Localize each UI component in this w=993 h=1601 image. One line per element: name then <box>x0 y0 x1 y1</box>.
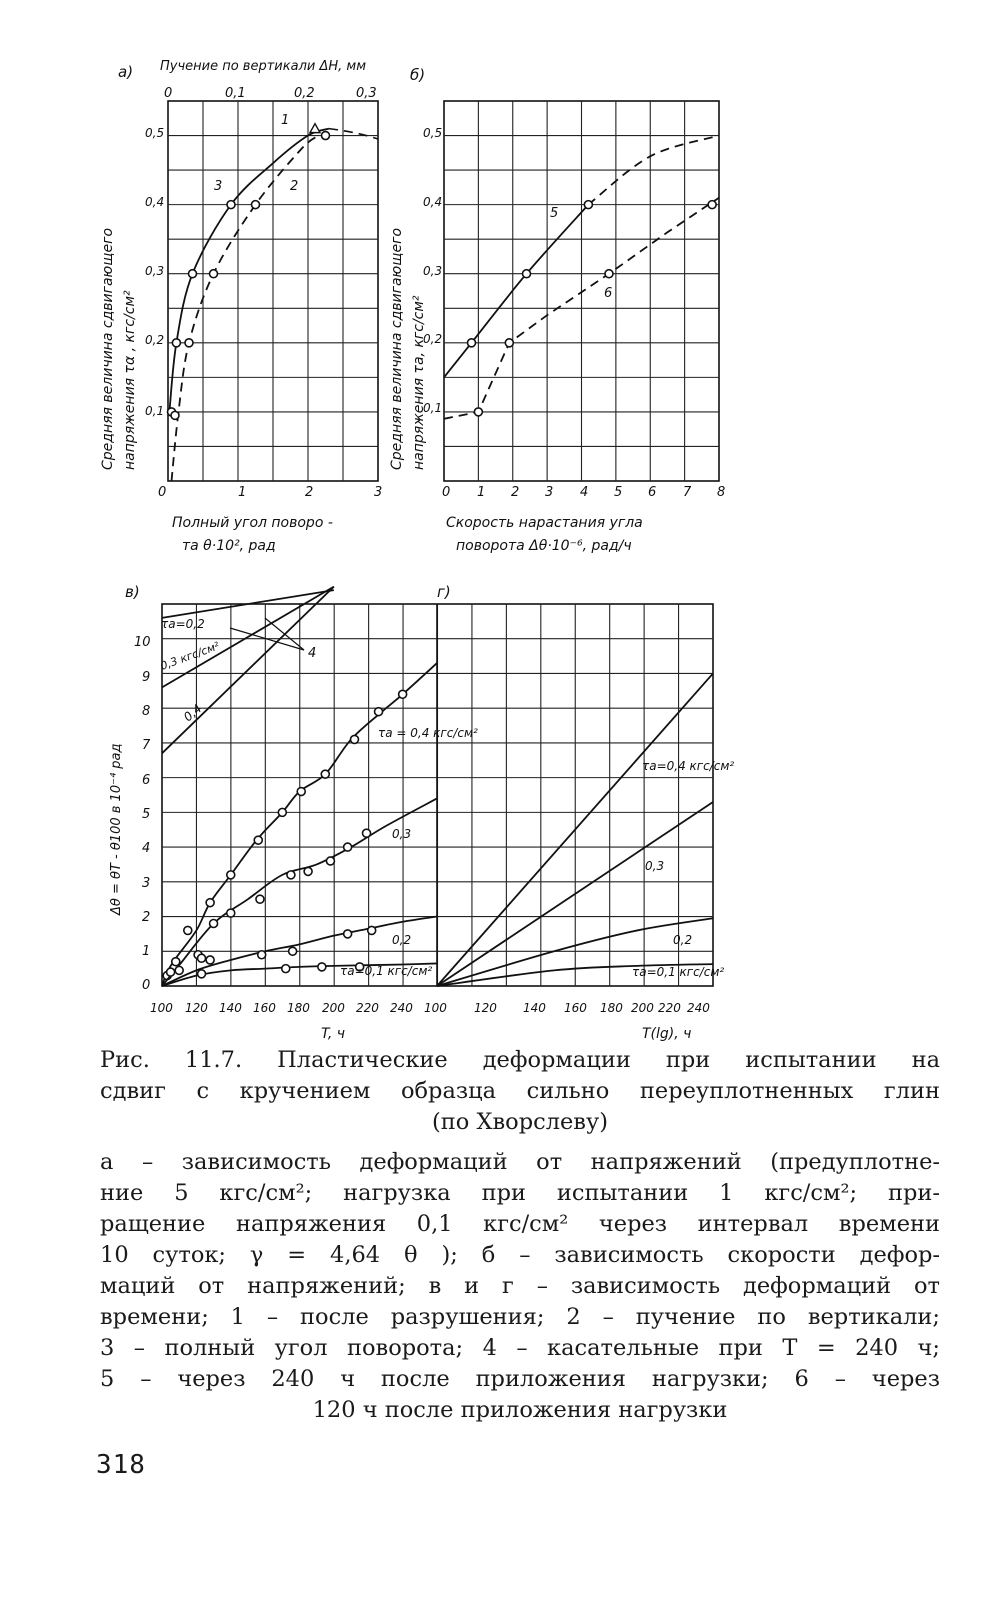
panel-v-series-1-marker <box>363 829 371 837</box>
panel-v-tangent-4 <box>162 587 334 754</box>
panel-v-xlabel: T, ч <box>321 1026 346 1042</box>
panel-v-y-tick-2: 2 <box>142 910 151 925</box>
panel-b-y-tick-4: 0,4 <box>423 195 443 209</box>
panel-v-series-1-marker <box>210 919 218 927</box>
panel-v-series-1-marker <box>304 867 312 875</box>
panel-v-x-tick-7: 240 <box>390 1001 413 1015</box>
panel-v-series-0-marker <box>375 708 383 716</box>
panel-a-series-3-marker <box>172 339 180 347</box>
panel-v-tangent-4 <box>162 587 334 688</box>
panel-v-series-3-marker <box>282 965 290 973</box>
panel-b-x-tick-1: 1 <box>477 485 486 500</box>
panel-b-series-5-marker <box>584 201 592 209</box>
panel-v-series-0-marker <box>172 958 180 966</box>
panel-a-series-2-marker <box>171 411 179 419</box>
panel-v-series-0-marker <box>321 770 329 778</box>
panel-b-x-tick-6: 6 <box>648 485 657 500</box>
panel-b-series-6-marker <box>474 408 482 416</box>
panel-letter-v: в) <box>125 583 140 601</box>
panel-a-xlabel-2: та θ·10², рад <box>182 538 276 554</box>
panel-b-series-5 <box>444 205 588 378</box>
panel-v-y-tick-9: 9 <box>142 670 151 685</box>
panel-b-x-tick-0: 0 <box>442 485 451 500</box>
panel-g-x-tick-5: 220 <box>658 1001 681 1015</box>
panel-v-y-tick-4: 4 <box>142 841 151 856</box>
panel-a-ylabel-2: напряжения τα , кгс/см² <box>122 290 138 470</box>
panel-v-series-1-marker <box>287 871 295 879</box>
panel-v-y-tick-5: 5 <box>142 807 151 822</box>
panel-v-series-0-marker <box>297 788 305 796</box>
panel-b-x-ticks <box>442 485 725 500</box>
panel-g-x-tick-3: 180 <box>600 1001 623 1015</box>
panel-v-series-2-marker <box>175 966 183 974</box>
panel-a-y-tick-3: 0,3 <box>145 264 165 278</box>
caption-body-line: ращение напряжения 0,1 кгс/см² через интервал времени <box>100 1211 940 1237</box>
caption-title-line-2: сдвиг с кручением образца сильно переуплотненных глин <box>100 1078 940 1104</box>
panel-g-x-tick-0: 120 <box>474 1001 497 1015</box>
figure-caption-title <box>100 1045 940 1138</box>
panel-a-series-1-marker <box>310 124 320 133</box>
panel-v-series-1-marker <box>198 954 206 962</box>
panel-a-xlabel-1: Полный угол поворо - <box>172 515 333 531</box>
panel-v-x-tick-4: 180 <box>287 1001 310 1015</box>
panel-letter-b: б) <box>410 66 426 84</box>
panel-b-series-5-marker <box>468 339 476 347</box>
panel-a-x-tick-3: 3 <box>374 485 383 500</box>
panel-v-y-tick-3: 3 <box>142 876 151 891</box>
panel-v-label-02: 0,2 <box>392 933 412 947</box>
panel-a-top-tick-1: 0,1 <box>225 86 246 101</box>
panel-b-series-6-marker <box>605 270 613 278</box>
panel-g-x-ticks <box>474 1001 710 1015</box>
panel-v-x-tick-0: 100 <box>150 1001 173 1015</box>
panel-v-g <box>109 587 734 1042</box>
panel-a-y-tick-5: 0,5 <box>145 126 165 140</box>
caption-body-line: ние 5 кгс/см²; нагрузка при испытании 1 кгс/см²; при- <box>100 1180 940 1206</box>
panel-v-x-tick-2: 140 <box>219 1001 242 1015</box>
panel-b-y-tick-3: 0,3 <box>423 264 443 278</box>
panel-a-x-tick-1: 1 <box>238 485 247 500</box>
panel-b-y-tick-5: 0,5 <box>423 126 443 140</box>
panel-a-top-axis-label: Пучение по вертикали ΔH, мм <box>160 59 367 74</box>
caption-body-line: 10 суток; γ = 4,64 θ ); б – зависимость скорости дефор- <box>100 1242 940 1268</box>
panel-a-series-3-marker <box>189 270 197 278</box>
panel-a-top-tick-2: 0,2 <box>294 86 315 101</box>
panel-g-x-tick-1: 140 <box>523 1001 546 1015</box>
panel-b-grid <box>444 101 719 481</box>
panel-a-series-2-marker <box>252 201 260 209</box>
panel-g-xlabel: T(lg), ч <box>642 1026 692 1042</box>
panel-g-x-tick-2: 160 <box>564 1001 587 1015</box>
panel-b-x-tick-2: 2 <box>511 485 520 500</box>
panel-a-top-tick-3: 0,3 <box>356 86 377 101</box>
panel-v-series-1-marker <box>227 909 235 917</box>
panel-v-series-2-marker <box>206 956 214 964</box>
panel-a-series-2-marker <box>185 339 193 347</box>
panel-v-y-tick-1: 1 <box>142 944 151 959</box>
panel-v-x-tick-1: 120 <box>185 1001 208 1015</box>
panel-v-x-tick-6: 220 <box>356 1001 379 1015</box>
panel-a-series-1-marker <box>322 132 330 140</box>
panel-v-series-0-marker <box>278 808 286 816</box>
caption-body-line: времени; 1 – после разрушения; 2 – пучение по вертикали; <box>100 1304 940 1330</box>
panel-v-series-1-marker <box>256 895 264 903</box>
panel-b-ylabel-1: Средняя величина сдвигающего <box>389 227 405 470</box>
panel-v-y-tick-6: 6 <box>142 773 151 788</box>
panel-v-y-ticks <box>134 635 151 993</box>
panel-a-series-3-tail <box>329 129 378 139</box>
caption-title-line-3: (по Хворслеву) <box>431 1109 608 1135</box>
panel-v-g-grid <box>162 604 713 986</box>
panel-v-label-tau01: τa=0,1 кгс/см² <box>340 964 433 978</box>
panel-b-x-tick-8: 8 <box>717 485 726 500</box>
panel-g-x-tick-6: 240 <box>687 1001 710 1015</box>
panel-a-ylabel-1: Средняя величина сдвигающего <box>100 227 116 470</box>
panel-v-series-0-marker <box>254 836 262 844</box>
panel-a-y-tick-1: 0,1 <box>145 404 165 418</box>
caption-body-line: 3 – полный угол поворота; 4 – касательные при T = 240 ч; <box>100 1335 940 1361</box>
panel-v-series-0-marker <box>351 735 359 743</box>
panel-g-label-tau04: τa=0,4 кгс/см² <box>642 759 735 773</box>
panel-v-series-1-marker <box>167 968 175 976</box>
panel-b-series-5-marker <box>523 270 531 278</box>
caption-body-line: а – зависимость деформаций от напряжений (предуплотне- <box>100 1149 940 1175</box>
panel-v-series-3-marker <box>318 963 326 971</box>
panel-v-x-tick-3: 160 <box>253 1001 276 1015</box>
panel-a-curve-label-2: 2 <box>290 179 299 194</box>
panel-g-label-tau01: τa=0,1 кгс/см² <box>632 965 725 979</box>
caption-title-line-1: Рис. 11.7. Пластические деформации при испытании на <box>100 1047 940 1073</box>
panel-g-label-02: 0,2 <box>673 933 693 947</box>
page-number: 318 <box>96 1450 146 1480</box>
panel-v-label-4-leader <box>265 618 304 650</box>
panel-v-x-tick-8: 100 <box>424 1001 447 1015</box>
panel-a-curve-label-3: 3 <box>214 179 223 194</box>
panel-v-x-ticks <box>150 1001 447 1015</box>
panel-a-x-tick-0: 0 <box>158 485 167 500</box>
panel-v-series-3-marker <box>198 970 206 978</box>
panel-v-series-2-marker <box>344 930 352 938</box>
panel-b-x-tick-3: 3 <box>545 485 554 500</box>
panel-v-ylabel: Δθ = θT - θ100 в 10⁻⁴ рад <box>109 743 124 915</box>
panel-a-y-tick-4: 0,4 <box>145 195 165 209</box>
panel-b-y-tick-2: 0,2 <box>423 332 443 346</box>
figure-caption-body <box>100 1147 940 1426</box>
panel-b <box>389 101 725 554</box>
panel-g-x-tick-4: 200 <box>631 1001 654 1015</box>
panel-v-y-tick-0: 0 <box>142 978 151 993</box>
panel-b-ylabel-2: напряжения τa, кгс/см² <box>411 295 427 470</box>
panel-a-x-tick-2: 2 <box>305 485 314 500</box>
panel-v-series-0-marker <box>227 871 235 879</box>
panel-v-series-2-marker <box>258 951 266 959</box>
panel-v-series-0-marker <box>184 926 192 934</box>
panel-b-xlabel-1: Скорость нарастания угла <box>446 515 643 531</box>
panel-v-series-0-marker <box>206 899 214 907</box>
panel-letter-g: г) <box>437 583 451 601</box>
panel-v-series-0-marker <box>399 690 407 698</box>
panel-b-x-tick-5: 5 <box>614 485 623 500</box>
caption-body-line: маций от напряжений; в и г – зависимость деформаций от <box>100 1273 940 1299</box>
panel-v-y-tick-7: 7 <box>142 738 151 753</box>
panel-b-x-tick-4: 4 <box>580 485 589 500</box>
panel-v-series-1-marker <box>326 857 334 865</box>
panel-v-y-tick-8: 8 <box>142 704 151 719</box>
panel-v-label-tau04: τa = 0,4 кгс/см² <box>378 726 478 740</box>
panel-b-curve-label-5: 5 <box>550 206 559 221</box>
panel-b-curve-label-6: 6 <box>604 286 613 301</box>
panel-letter-a: а) <box>118 63 134 81</box>
panel-a-series-3-marker <box>227 201 235 209</box>
panel-v-y-tick-10: 10 <box>134 635 151 650</box>
caption-body-line: 5 – через 240 ч после приложения нагрузки; 6 – через <box>100 1366 940 1392</box>
panel-b-y-tick-1: 0,1 <box>423 401 443 415</box>
panel-v-series-2-marker <box>368 926 376 934</box>
panel-v-label-03b: 0,3 <box>392 827 412 841</box>
panel-v-x-tick-5: 200 <box>322 1001 345 1015</box>
panel-v-series-1-marker <box>344 843 352 851</box>
panel-b-series-6-marker <box>505 339 513 347</box>
panel-v-label-4: 4 <box>308 646 317 661</box>
panel-a <box>100 59 382 554</box>
caption-body-line: 120 ч после приложения нагрузки <box>312 1397 728 1423</box>
panel-a-y-tick-2: 0,2 <box>145 333 165 347</box>
panel-b-x-tick-7: 7 <box>683 485 692 500</box>
panel-v-label-04: 0,4 <box>180 701 205 725</box>
panel-a-grid <box>168 101 378 481</box>
panel-a-series-2-marker <box>210 270 218 278</box>
panel-g-label-03: 0,3 <box>645 859 665 873</box>
panel-a-top-tick-0: 0 <box>164 86 173 101</box>
panel-v-label-03: 0,3 кгс/см² <box>158 639 222 673</box>
panel-a-curve-label-1: 1 <box>281 113 290 128</box>
panel-v-series-2-marker <box>289 947 297 955</box>
panel-b-series-6-marker <box>708 201 716 209</box>
panel-b-xlabel-2: поворота Δθ·10⁻⁶, рад/ч <box>456 538 632 554</box>
panel-v-label-tau02: τa=0,2 <box>161 617 205 631</box>
